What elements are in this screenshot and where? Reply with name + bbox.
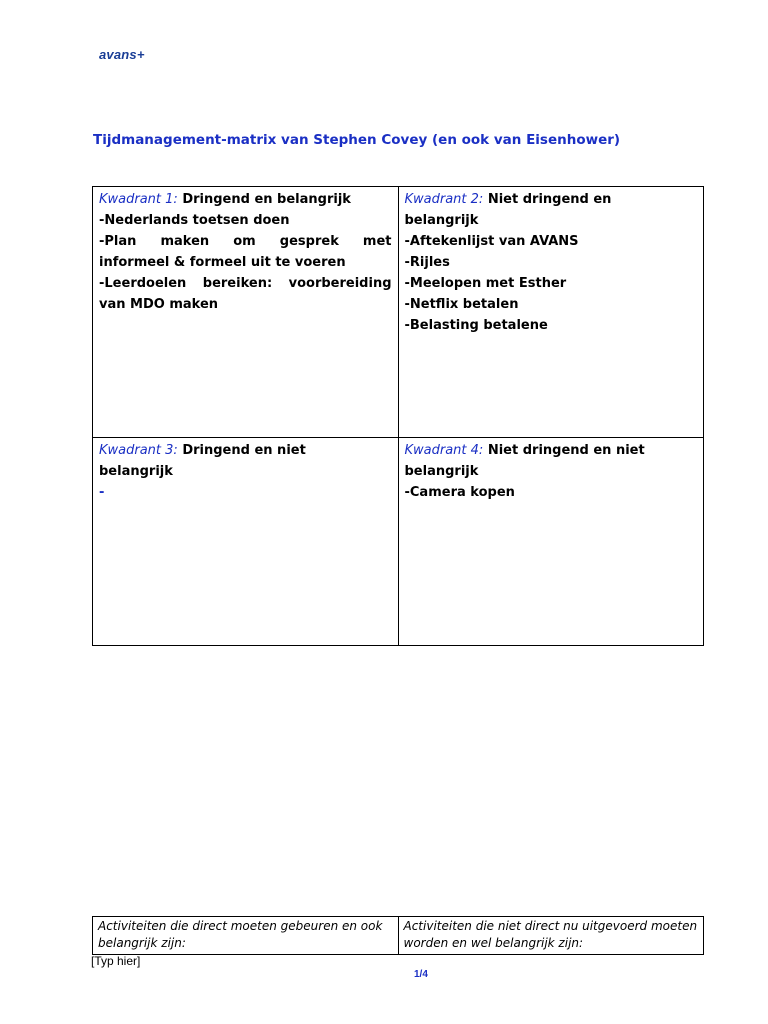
quadrant-1-cell[interactable]	[93, 187, 399, 438]
footer-right-cell[interactable]: Activiteiten die niet direct nu uitgevoerd moeten worden en wel belangrijk zijn:	[398, 917, 704, 955]
quadrant-2-title-cont: belangrijk	[404, 213, 479, 228]
activities-footer-table	[92, 916, 704, 955]
matrix-row-1	[93, 187, 704, 438]
quadrant-4-heading	[405, 440, 698, 461]
matrix-row-2	[93, 438, 704, 646]
covey-matrix-table	[92, 186, 704, 646]
quadrant-2-title: Niet dringend en	[483, 192, 612, 207]
quadrant-2-heading	[405, 189, 698, 210]
quadrant-3-cell[interactable]	[93, 438, 399, 646]
quadrant-4-label: Kwadrant 4:	[404, 443, 484, 458]
quadrant-1-item: -Nederlands toetsen doen	[99, 213, 290, 228]
quadrant-1-label: Kwadrant 1:	[99, 192, 178, 207]
quadrant-2-item: -Rijles	[404, 255, 450, 270]
quadrant-1-item: -Plan maken om gesprek met	[99, 234, 392, 249]
quadrant-4-title-cont: belangrijk	[404, 464, 479, 479]
quadrant-3-title: Dringend en niet	[177, 443, 306, 458]
quadrant-1-item: informeel & formeel uit te voeren	[99, 255, 346, 270]
footer-left-cell[interactable]: Activiteiten die direct moeten gebeuren en ook belangrijk zijn:	[93, 917, 399, 955]
quadrant-2-item: -Belasting betalene	[404, 318, 548, 333]
quadrant-1-heading	[99, 189, 392, 210]
quadrant-1-item: van MDO maken	[99, 297, 219, 312]
quadrant-2-item: -Aftekenlijst van AVANS	[404, 234, 579, 249]
quadrant-4-cell[interactable]	[398, 438, 704, 646]
quadrant-3-label: Kwadrant 3:	[99, 443, 178, 458]
quadrant-4-title: Niet dringend en niet	[483, 443, 645, 458]
footer-placeholder[interactable]: [Typ hier]	[91, 954, 141, 968]
avans-logo: avans+	[99, 47, 145, 62]
footer-row	[93, 917, 704, 955]
quadrant-1-title: Dringend en belangrijk	[177, 192, 351, 207]
quadrant-3-heading	[99, 440, 392, 461]
document-title: Tijdmanagement-matrix van Stephen Covey (en ook van Eisenhower)	[93, 132, 621, 148]
quadrant-4-item: -Camera kopen	[404, 485, 515, 500]
quadrant-2-item: -Meelopen met Esther	[404, 276, 567, 291]
quadrant-3-item: -	[99, 485, 105, 500]
quadrant-2-label: Kwadrant 2:	[404, 192, 484, 207]
page-number: 1/4	[414, 969, 428, 980]
quadrant-2-cell[interactable]	[398, 187, 704, 438]
quadrant-1-item: -Leerdoelen bereiken: voorbereiding	[99, 276, 392, 291]
quadrant-3-title-cont: belangrijk	[99, 464, 173, 479]
quadrant-2-item: -Netflix betalen	[404, 297, 519, 312]
